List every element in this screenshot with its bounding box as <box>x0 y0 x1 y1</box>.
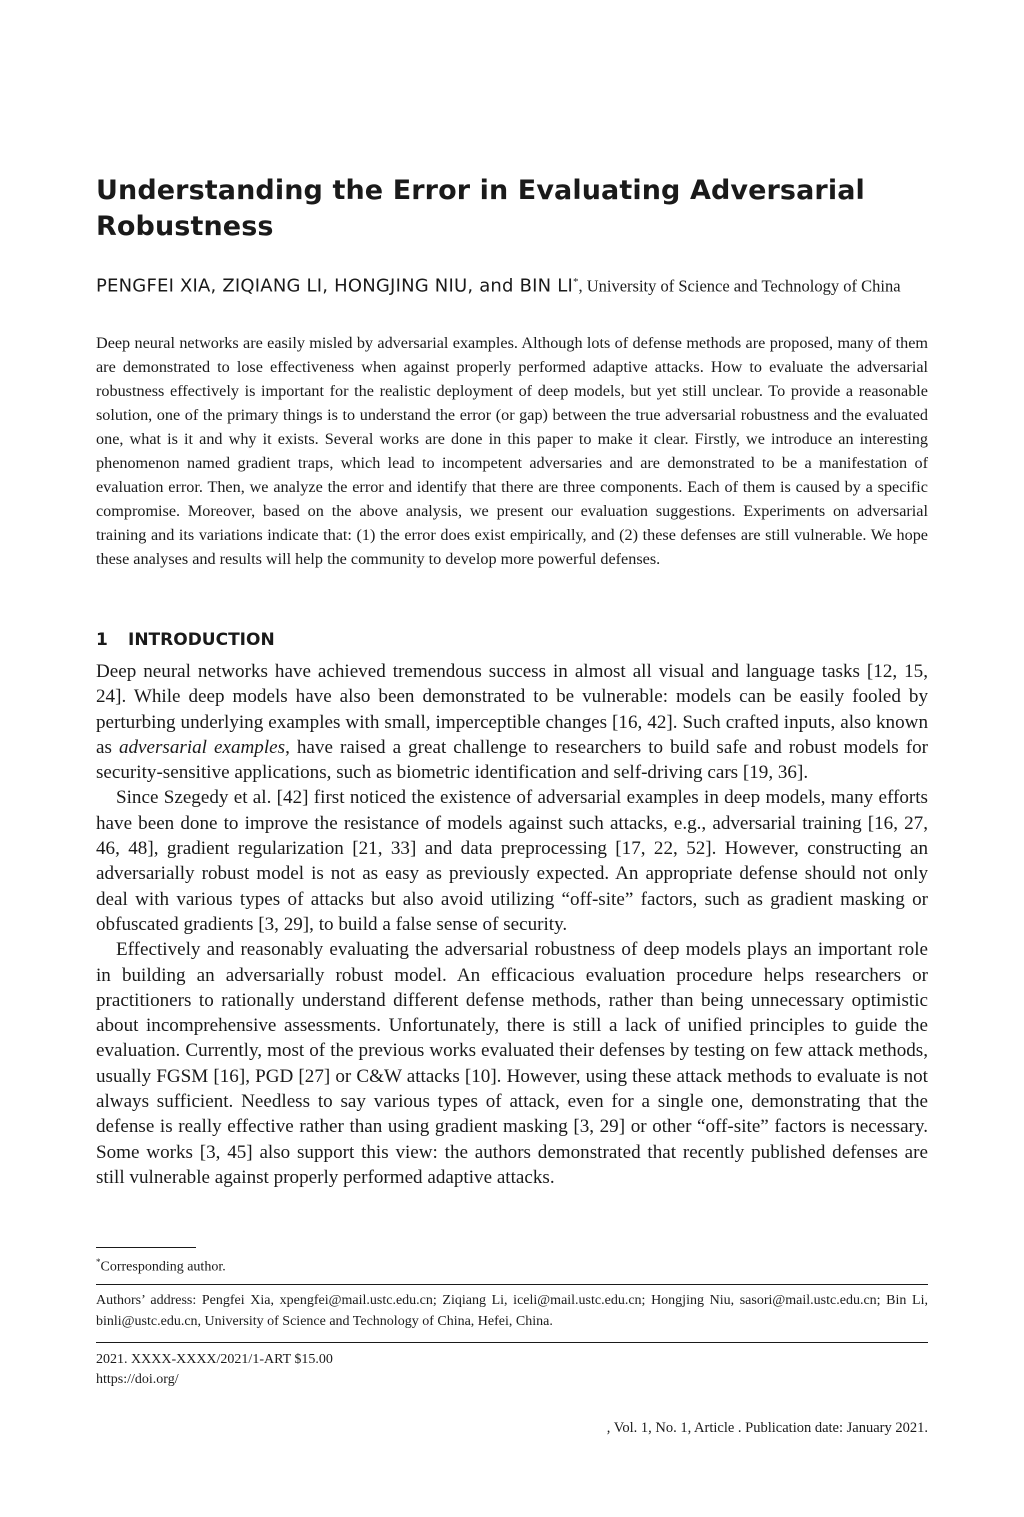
author-names: PENGFEI XIA, ZIQIANG LI, HONGJING NIU, and BIN LI <box>96 275 573 297</box>
author-line <box>96 268 928 301</box>
section-heading <box>96 627 928 653</box>
intro-paragraph-3: Effectively and reasonably evaluating the adversarial robustness of deep models plays an important role in building an adversarially robust model. An efficacious evaluation procedure helps researchers or practitioners to rationally understand different defense methods, rather than being unnecessary optimistic about incomprehensive assessments. Unfortunately, there is still a lack of unified principles to guide the evaluation. Currently, most of the previous works evaluated their defenses by testing on few attack methods, usually FGSM [16], PGD [27] or C&W attacks [10]. However, using these attack methods to evaluate is not always sufficient. Needless to say various types of attack, even for a single one, demonstrating that the defense is really effective rather than using gradient masking [3, 29] or other “off-site” factors is necessary. Some works [3, 45] also support this view: the authors demonstrated that recently published defenses are still vulnerable against properly performed adaptive attacks. <box>96 939 928 1188</box>
paper-title: Understanding the Error in Evaluating Adversarial Robustness <box>96 175 865 242</box>
footnote-mark: * <box>96 1257 101 1267</box>
introduction-body <box>96 659 928 1190</box>
address-bottom-rule <box>96 1342 928 1343</box>
footnote-text: Corresponding author. <box>100 1259 226 1275</box>
affiliation: , University of Science and Technology of China <box>578 276 901 296</box>
intro-p1-text-b: , have raised a great challenge to researchers to build safe and robust models for security-sensitive applications, such as biometric identification and self-driving cars [19, 36]. <box>96 736 929 784</box>
footnote-rule <box>96 1247 196 1248</box>
authors-address: Authors’ address: Pengfei Xia, xpengfei@mail.ustc.edu.cn; Ziqiang Li, iceli@mail.ustc.edu.cn; Hongjing Niu, sasori@mail.ustc.edu.cn; Bin Li, binli@ustc.edu.cn, University of Science and Technology of China, Hefei, China. <box>96 1293 928 1329</box>
intro-paragraph-1 <box>96 659 928 785</box>
intro-p1-emphasis: adversarial examples <box>118 736 286 758</box>
doi-link[interactable]: https://doi.org/ <box>96 1372 179 1387</box>
intro-p1-text-a: Deep neural networks have achieved tremendous success in almost all visual and language tasks [12, 15, 24]. While deep models have also been demonstrated to be vulnerable: models can be easily fooled by perturbing underlying examples with small, imperceptible changes [16, 42]. Such crafted inputs, also known as <box>96 661 928 758</box>
corresponding-author-mark: * <box>572 276 579 288</box>
footnote <box>96 1252 928 1278</box>
section-title: INTRODUCTION <box>128 630 275 650</box>
section-number: 1 <box>96 630 108 650</box>
intro-paragraph-2: Since Szegedy et al. [42] first noticed the existence of adversarial examples in deep models, many efforts have been done to improve the resistance of models against such attacks, e.g., adversarial training [16, 27, 46, 48], gradient regularization [21, 33] and data preprocessing [17, 22, 52]. However, constructing an adversarially robust model is not as easy as previously expected. An appropriate defense should not only deal with various types of attacks but also avoid utilizing “off-site” factors, such as gradient masking or obfuscated gradients [3, 29], to build a false sense of security. <box>96 787 928 935</box>
running-footer: , Vol. 1, No. 1, Article . Publication date: January 2021. <box>606 1420 928 1436</box>
copyright-line: 2021. XXXX-XXXX/2021/1-ART $15.00 <box>96 1352 333 1367</box>
address-top-rule <box>96 1284 928 1285</box>
publication-meta <box>96 1350 928 1390</box>
abstract: Deep neural networks are easily misled by adversarial examples. Although lots of defense methods are proposed, many of them are demonstrated to lose effectiveness when against properly performed adaptive attacks. How to evaluate the adversarial robustness effectively is important for the realistic deployment of deep models, but yet still unclear. To provide a reasonable solution, one of the primary things is to understand the error (or gap) between the true adversarial robustness and the evaluated one, what is it and why it exists. Several works are done in this paper to make it clear. Firstly, we introduce an interesting phenomenon named gradient traps, which lead to incompetent adversaries and are demonstrated to be a manifestation of evaluation error. Then, we analyze the error and identify that there are three components. Each of them is caused by a specific compromise. Moreover, based on the above analysis, we present our evaluation suggestions. Experiments on adversarial training and its variations indicate that: (1) the error does exist empirically, and (2) these defenses are still vulnerable. We hope these analyses and results will help the community to develop more powerful defenses. <box>96 334 928 568</box>
